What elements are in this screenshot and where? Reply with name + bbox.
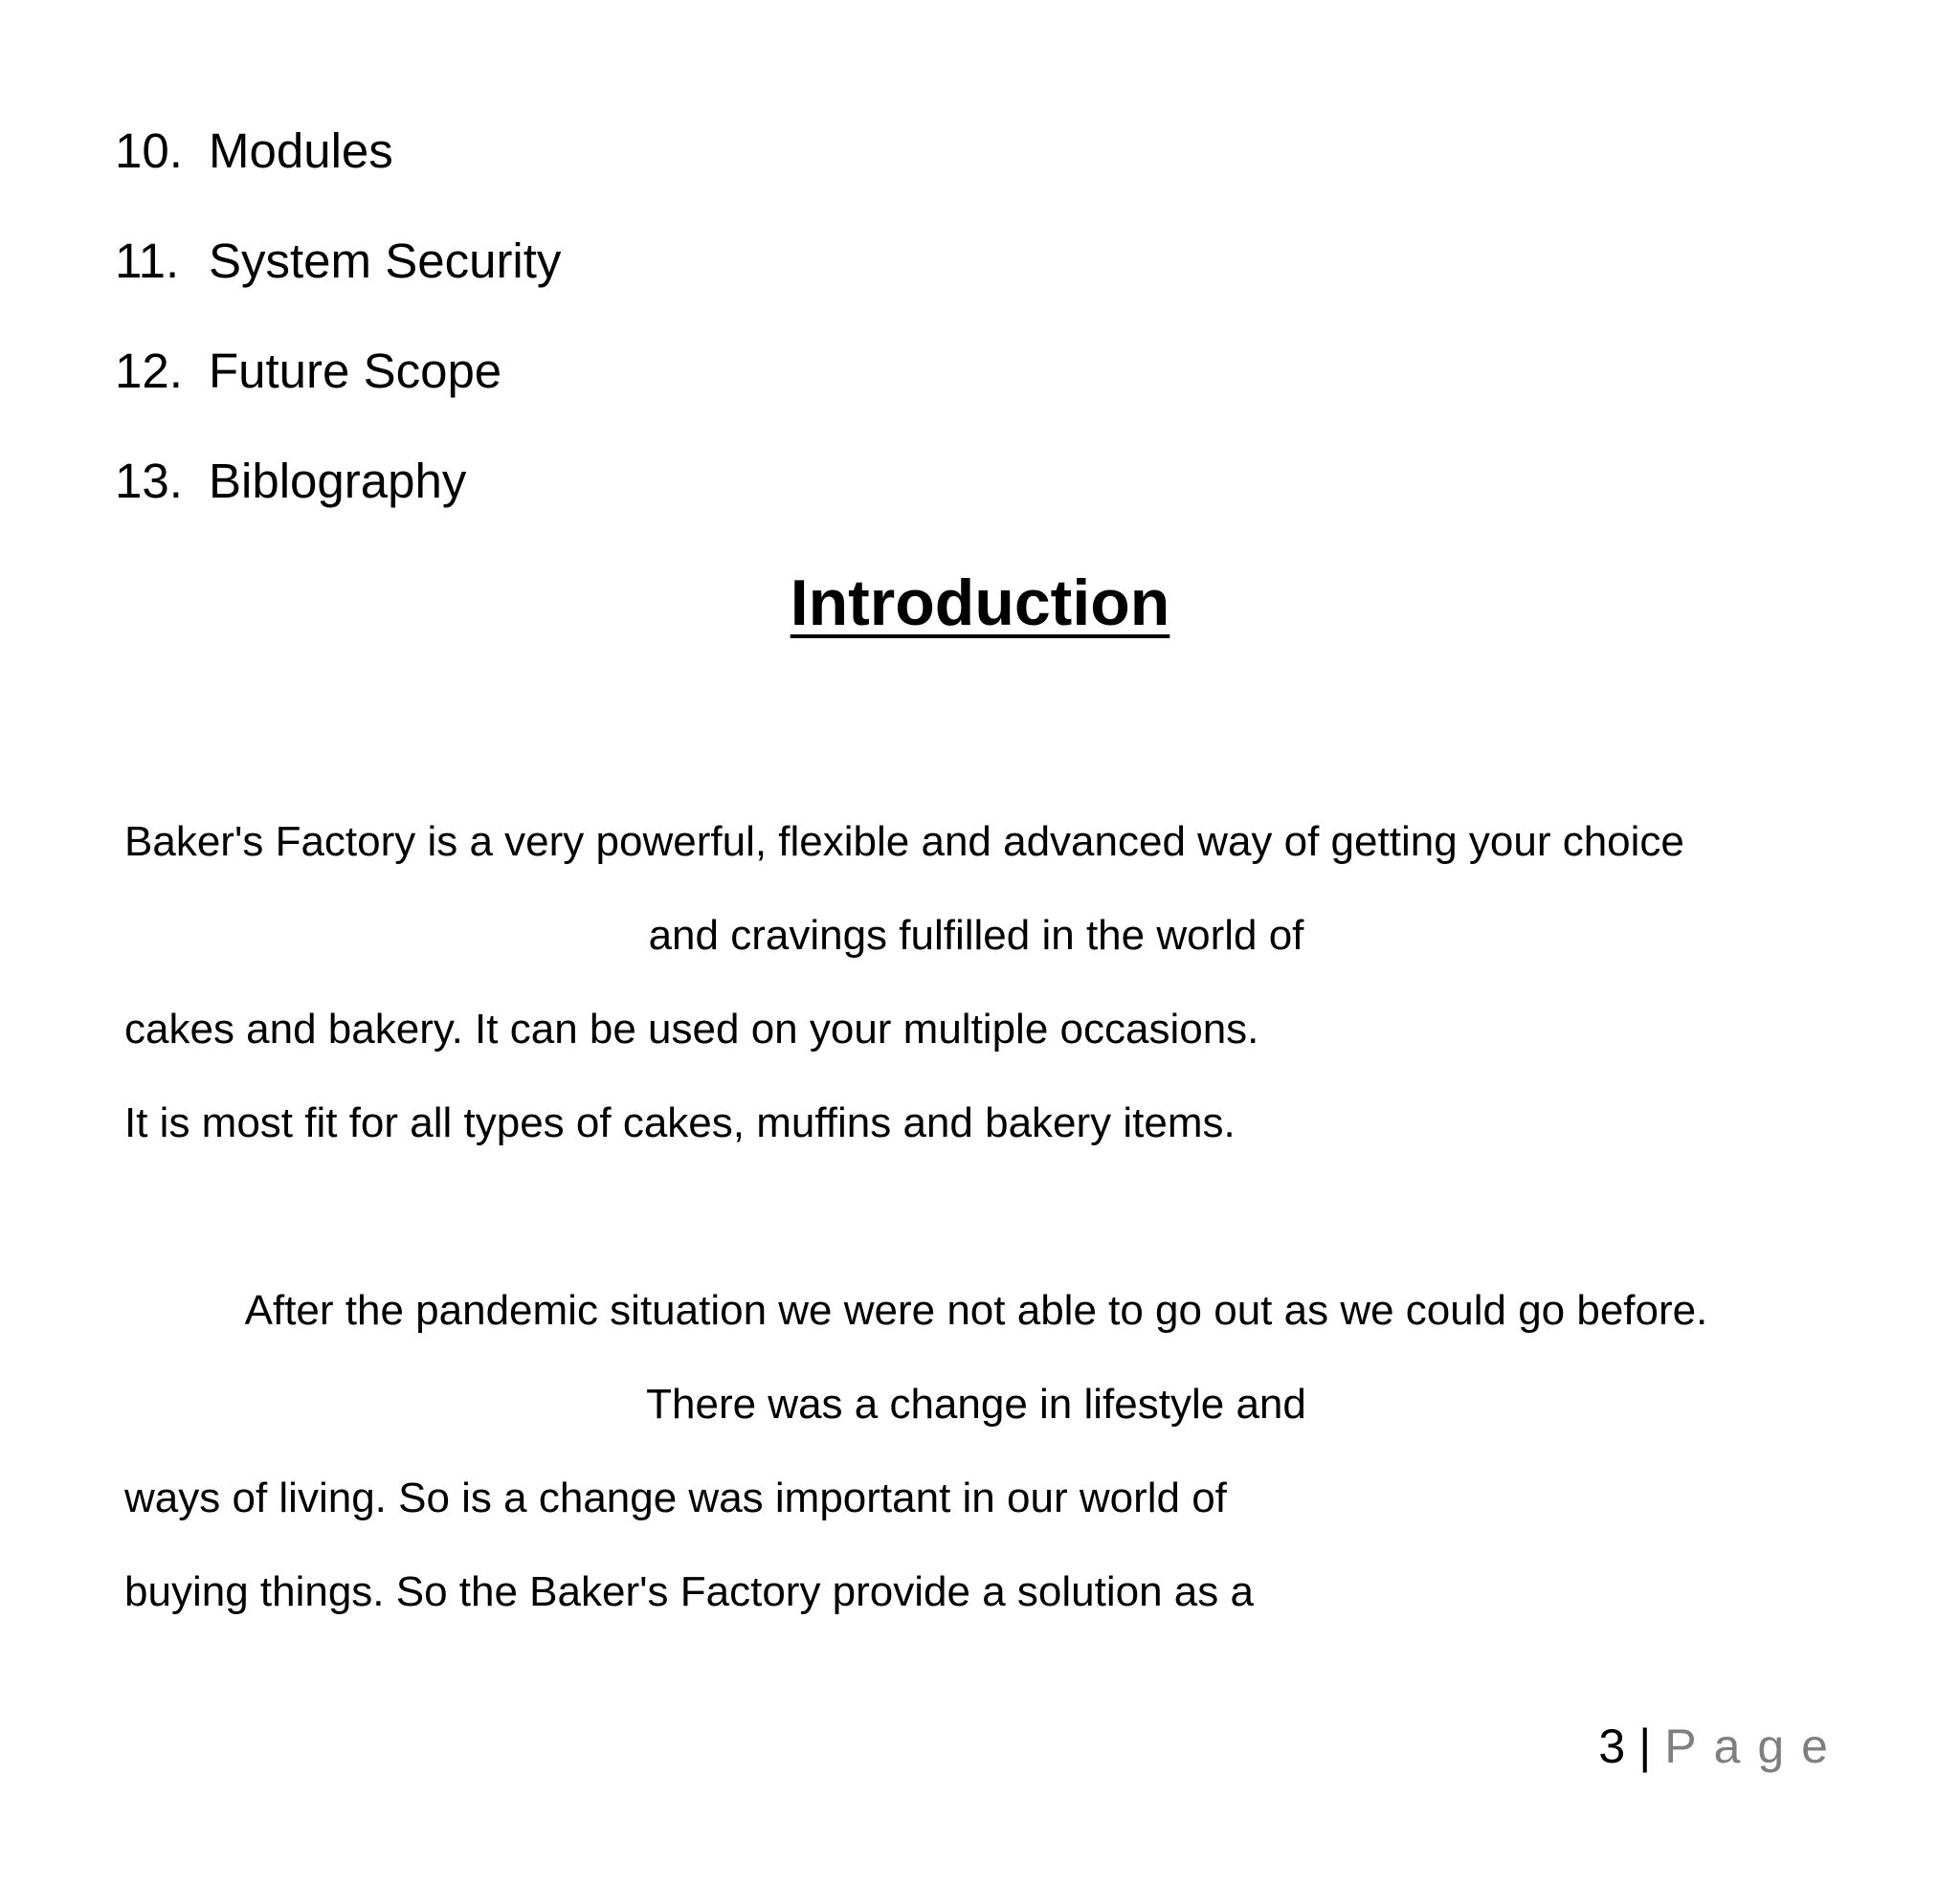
toc-item-system-security <box>115 223 561 333</box>
toc-item-future-scope <box>115 333 561 443</box>
footer-separator: | <box>1638 1719 1652 1773</box>
intro-paragraph-1 <box>124 813 1847 1188</box>
page-label: Page <box>1664 1719 1845 1773</box>
page-number: 3 <box>1598 1719 1626 1773</box>
toc-item-label: Modules <box>209 123 393 178</box>
toc-item-number: 13. <box>115 454 183 508</box>
toc-item-label: Biblography <box>209 454 467 508</box>
toc-item-number: 12. <box>115 344 183 398</box>
paragraph-line: There was a change in lifestyle and <box>646 1381 1306 1428</box>
intro-paragraph-2 <box>124 1282 1847 1657</box>
paragraph-line: cakes and bakery. It can be used on your multiple occasions. <box>124 1006 1259 1053</box>
paragraph-line: After the pandemic situation we were not able to go out as we could go before. <box>244 1287 1708 1334</box>
toc-item-biblography <box>115 443 561 553</box>
toc-item-number: 10. <box>115 123 183 178</box>
paragraph-line: ways of living. So is a change was important in our world of <box>124 1475 1227 1521</box>
paragraph-line: It is most fit for all types of cakes, muffins and bakery items. <box>124 1099 1236 1146</box>
toc-item-label: Future Scope <box>209 344 502 398</box>
paragraph-line: and cravings fulfilled in the world of <box>648 912 1304 959</box>
toc-item-modules <box>115 113 561 223</box>
section-heading-text: Introduction <box>790 566 1170 639</box>
page-footer <box>1598 1718 1845 1775</box>
paragraph-line: Baker's Factory is a very powerful, flexible and advanced way of getting your choice <box>124 818 1684 865</box>
table-of-contents-list <box>115 113 561 553</box>
section-heading <box>0 565 1960 641</box>
toc-item-label: System Security <box>209 233 562 288</box>
paragraph-line: buying things. So the Baker's Factory provide a solution as a <box>124 1568 1254 1615</box>
toc-item-number: 11. <box>115 233 180 288</box>
